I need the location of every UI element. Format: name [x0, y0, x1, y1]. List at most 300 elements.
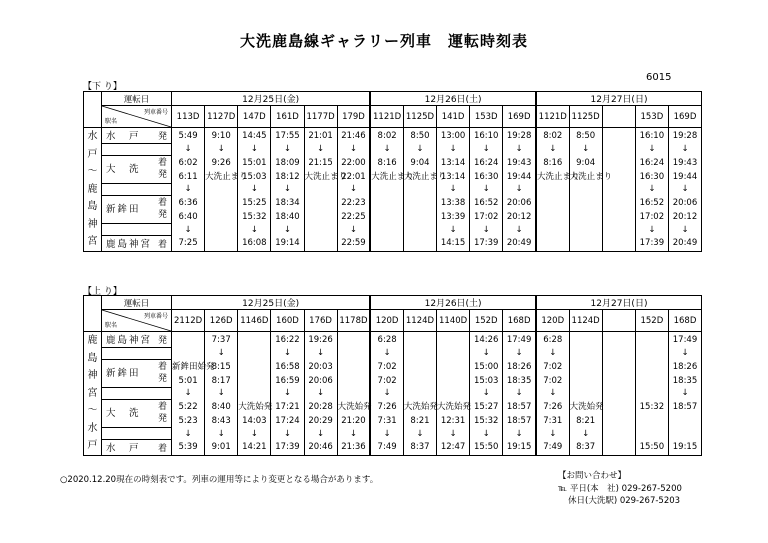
- pass-arrow: ↓: [238, 224, 271, 236]
- station-spacer: [102, 183, 172, 195]
- time-cell: 20:12: [503, 211, 536, 224]
- pass-arrow: ↓: [569, 143, 602, 155]
- time-cell: 8:02: [536, 128, 569, 144]
- time-cell: 22:25: [337, 211, 370, 224]
- time-cell: 大洗始発: [437, 399, 470, 415]
- time-cell: 15:50: [470, 440, 503, 456]
- time-cell: [172, 332, 205, 348]
- station-name: [102, 399, 172, 427]
- pass-arrow: [370, 224, 403, 236]
- pass-arrow: ↓: [403, 428, 436, 440]
- time-cell: [602, 399, 635, 415]
- time-cell: 19:26: [304, 332, 337, 348]
- train-number: 169D: [503, 106, 536, 128]
- direction-char: 神: [87, 370, 98, 381]
- run-date-label: 運転日: [102, 92, 172, 106]
- time-cell: 16:30: [635, 171, 668, 184]
- time-cell: 8:15: [205, 359, 238, 375]
- pass-arrow: ↓: [172, 224, 205, 236]
- time-cell: [569, 195, 602, 211]
- time-cell: 17:39: [470, 236, 503, 252]
- time-cell: 7:26: [370, 399, 403, 415]
- pass-arrow: [370, 183, 403, 195]
- time-cell: 15:27: [470, 399, 503, 415]
- pass-arrow: ↓: [337, 143, 370, 155]
- date-header: 12月26日(土): [370, 296, 536, 310]
- pass-arrow: ↓: [635, 224, 668, 236]
- time-cell: 大洗止まり: [569, 172, 613, 182]
- pass-arrow: ↓: [172, 387, 205, 399]
- time-cell: [602, 415, 635, 428]
- pass-arrow: ↓: [370, 387, 403, 399]
- time-cell: 15:01: [238, 155, 271, 171]
- pass-arrow: ↓: [271, 183, 304, 195]
- pass-arrow: ↓: [403, 143, 436, 155]
- pass-arrow: [536, 183, 569, 195]
- pass-arrow: ↓: [470, 143, 503, 155]
- train-number: 1146D: [238, 310, 271, 332]
- arrive-depart-mark: 着: [158, 362, 168, 373]
- time-cell: 17:24: [271, 415, 304, 428]
- time-cell: 17:55: [271, 128, 304, 144]
- station-name-text: 大 洗: [106, 407, 141, 419]
- station-name-text: 鹿島神宮: [106, 335, 153, 346]
- time-cell: [304, 195, 337, 211]
- pass-arrow: [569, 347, 602, 359]
- time-cell: [602, 236, 635, 252]
- pass-arrow: ↓: [304, 387, 337, 399]
- pass-arrow: ↓: [205, 347, 238, 359]
- time-cell: 17:02: [635, 211, 668, 224]
- time-cell: 7:49: [536, 440, 569, 456]
- time-cell: 19:28: [668, 128, 701, 144]
- time-cell: 18:57: [668, 399, 701, 415]
- time-cell: 17:02: [470, 211, 503, 224]
- time-cell: [437, 359, 470, 375]
- pass-arrow: ↓: [668, 387, 701, 399]
- time-cell: 15:32: [635, 399, 668, 415]
- pass-arrow: [635, 428, 668, 440]
- train-number: 126D: [205, 310, 238, 332]
- time-cell: [337, 375, 370, 388]
- time-cell: 7:02: [536, 359, 569, 375]
- time-cell: [437, 375, 470, 388]
- direction-char: 島: [87, 201, 98, 212]
- pass-arrow: [536, 224, 569, 236]
- direction-vertical-label: [84, 128, 102, 252]
- train-number: 152D: [635, 310, 668, 332]
- pass-arrow: [403, 224, 436, 236]
- arrive-depart-mark: 発: [158, 374, 168, 385]
- time-cell: 15:32: [470, 415, 503, 428]
- time-cell: 18:26: [668, 359, 701, 375]
- time-cell: [304, 211, 337, 224]
- time-cell: 6:02: [172, 155, 205, 171]
- pass-arrow: ↓: [370, 347, 403, 359]
- pass-arrow: ↓: [536, 387, 569, 399]
- pass-arrow: ↓: [172, 428, 205, 440]
- direction-char: 鹿: [87, 183, 98, 195]
- time-cell: [668, 415, 701, 428]
- pass-arrow: ↓: [635, 183, 668, 195]
- time-cell: 21:20: [337, 415, 370, 428]
- pass-arrow: ↓: [437, 428, 470, 440]
- pass-arrow: [337, 387, 370, 399]
- time-cell: 15:32: [238, 211, 271, 224]
- pass-arrow: [437, 387, 470, 399]
- time-cell: 15:03: [238, 171, 271, 184]
- time-cell: 8:21: [403, 415, 436, 428]
- arrive-depart-mark: 着: [158, 158, 168, 169]
- time-cell: 20:46: [304, 440, 337, 456]
- arrive-depart-marks: [158, 335, 167, 347]
- time-cell: 18:57: [503, 399, 536, 415]
- time-cell: [370, 211, 403, 224]
- pass-arrow: ↓: [536, 428, 569, 440]
- time-cell: 16:52: [470, 195, 503, 211]
- pass-arrow: [304, 183, 337, 195]
- pass-arrow: ↓: [172, 183, 205, 195]
- arrive-depart-marks: [158, 131, 167, 143]
- train-number: 1127D: [205, 106, 238, 128]
- time-cell: 20:03: [304, 359, 337, 375]
- time-cell: 7:25: [172, 236, 205, 252]
- arrive-depart-mark: 発: [158, 170, 168, 181]
- direction-char: ～: [87, 405, 98, 416]
- time-cell: [569, 332, 602, 348]
- pass-arrow: [238, 347, 271, 359]
- train-number: 1125D: [569, 106, 602, 128]
- time-cell: 18:35: [503, 375, 536, 388]
- time-cell: 8:43: [205, 415, 238, 428]
- pass-arrow: [403, 183, 436, 195]
- time-cell: 6:11: [172, 171, 205, 184]
- time-cell: [569, 359, 602, 375]
- station-name: [102, 359, 172, 387]
- time-cell: 5:01: [172, 375, 205, 388]
- time-cell: 14:45: [238, 128, 271, 144]
- pass-arrow: ↓: [569, 428, 602, 440]
- arrive-depart-marks: [158, 197, 167, 221]
- station-label: 駅名: [105, 322, 118, 329]
- pass-arrow: ↓: [470, 428, 503, 440]
- pass-arrow: ↓: [271, 143, 304, 155]
- train-number: [602, 310, 635, 332]
- down-timetable: [83, 91, 702, 252]
- pass-arrow: ↓: [536, 143, 569, 155]
- time-cell: 17:21: [271, 399, 304, 415]
- train-number: 168D: [668, 310, 701, 332]
- pass-arrow: ↓: [370, 428, 403, 440]
- station-spacer: [102, 387, 172, 399]
- time-cell: [602, 211, 635, 224]
- time-cell: 8:16: [536, 155, 569, 171]
- time-cell: 19:15: [503, 440, 536, 456]
- station-name-text: 新鉾田: [106, 203, 141, 215]
- time-cell: 8:17: [205, 375, 238, 388]
- arrive-depart-marks: [158, 239, 167, 251]
- station-name: [102, 332, 172, 348]
- time-cell: [238, 375, 271, 388]
- time-cell: 19:15: [668, 440, 701, 456]
- train-number: 1125D: [403, 106, 436, 128]
- time-cell: [602, 375, 635, 388]
- pass-arrow: ↓: [370, 143, 403, 155]
- time-cell: 16:59: [271, 375, 304, 388]
- train-number: 120D: [536, 310, 569, 332]
- arrive-depart-marks: [158, 157, 167, 181]
- date-header: 12月27日(日): [536, 296, 702, 310]
- train-number: 179D: [337, 106, 370, 128]
- time-cell: [635, 359, 668, 375]
- direction-char: 宮: [87, 387, 98, 399]
- time-cell: 18:57: [503, 415, 536, 428]
- time-cell: [337, 332, 370, 348]
- time-cell: 16:08: [238, 236, 271, 252]
- pass-arrow: [403, 347, 436, 359]
- time-cell: 22:23: [337, 195, 370, 211]
- time-cell: 18:26: [503, 359, 536, 375]
- time-cell: 16:52: [635, 195, 668, 211]
- pass-arrow: [602, 347, 635, 359]
- time-cell: 20:12: [668, 211, 701, 224]
- pass-arrow: ↓: [503, 428, 536, 440]
- arrive-depart-mark: 発: [158, 131, 168, 142]
- time-cell: [602, 440, 635, 456]
- train-number-label: 列車番号: [143, 313, 168, 320]
- arrive-depart-mark: 着: [158, 239, 168, 250]
- pass-arrow: [569, 387, 602, 399]
- train-number: 147D: [238, 106, 271, 128]
- direction-char: 戸: [87, 148, 98, 160]
- pass-arrow: [602, 387, 635, 399]
- time-cell: 20:06: [668, 195, 701, 211]
- station-name-text: 水 戸: [106, 131, 141, 142]
- pass-arrow: ↓: [337, 224, 370, 236]
- time-cell: 7:31: [536, 415, 569, 428]
- time-cell: 20:28: [304, 399, 337, 415]
- pass-arrow: [172, 347, 205, 359]
- time-cell: 20:06: [304, 375, 337, 388]
- time-cell: 20:29: [304, 415, 337, 428]
- train-number: 153D: [635, 106, 668, 128]
- time-cell: [403, 332, 436, 348]
- time-cell: 22:59: [337, 236, 370, 252]
- time-cell: 16:10: [635, 128, 668, 144]
- contact-info: [558, 470, 682, 508]
- contact-line-holiday: 休日(大洗駅) 029-267-5203: [568, 496, 681, 506]
- time-cell: 新鉾田始発: [172, 359, 205, 375]
- time-cell: 7:49: [370, 440, 403, 456]
- pass-arrow: ↓: [503, 143, 536, 155]
- time-cell: 5:22: [172, 399, 205, 415]
- time-cell: 19:44: [503, 171, 536, 184]
- time-cell: 20:06: [503, 195, 536, 211]
- time-cell: 7:02: [536, 375, 569, 388]
- time-cell: 9:01: [205, 440, 238, 456]
- run-date-label: 運転日: [102, 296, 172, 310]
- arrive-depart-mark: 発: [158, 335, 168, 346]
- time-cell: 13:14: [437, 171, 470, 184]
- station-name: [102, 155, 172, 183]
- train-number: 152D: [470, 310, 503, 332]
- time-cell: 13:14: [437, 155, 470, 171]
- pass-arrow: ↓: [205, 387, 238, 399]
- station-spacer: [102, 347, 172, 359]
- train-number: 113D: [172, 106, 205, 128]
- time-cell: 19:44: [668, 171, 701, 184]
- time-cell: 8:16: [370, 155, 403, 171]
- time-cell: 6:40: [172, 211, 205, 224]
- station-name: [102, 236, 172, 252]
- time-cell: [403, 195, 436, 211]
- contact-heading: 【お問い合わせ】: [558, 471, 627, 481]
- time-cell: [602, 195, 635, 211]
- pass-arrow: [205, 183, 238, 195]
- pass-arrow: ↓: [503, 347, 536, 359]
- time-cell: 16:24: [635, 155, 668, 171]
- time-cell: 16:58: [271, 359, 304, 375]
- time-cell: 大洗止まり: [536, 172, 580, 182]
- date-header: 12月25日(金): [172, 296, 371, 310]
- pass-arrow: ↓: [470, 387, 503, 399]
- time-cell: 大洗始発: [569, 399, 602, 415]
- pass-arrow: ↓: [337, 428, 370, 440]
- time-cell: [403, 359, 436, 375]
- pass-arrow: [569, 183, 602, 195]
- time-cell: [370, 195, 403, 211]
- time-cell: 14:21: [238, 440, 271, 456]
- train-number-label: 列車番号: [143, 109, 168, 116]
- station-name: [102, 195, 172, 223]
- time-cell: 18:35: [668, 375, 701, 388]
- up-section-label: 【上 り】: [83, 287, 122, 297]
- time-cell: 大洗始発: [403, 399, 436, 415]
- time-cell: 21:36: [337, 440, 370, 456]
- train-number: 1124D: [569, 310, 602, 332]
- pass-arrow: ↓: [304, 428, 337, 440]
- time-cell: 大洗止まり: [403, 172, 447, 182]
- pass-arrow: ↓: [172, 143, 205, 155]
- time-cell: 7:37: [205, 332, 238, 348]
- train-number: 1178D: [337, 310, 370, 332]
- station-spacer: [102, 143, 172, 155]
- pass-arrow: ↓: [437, 224, 470, 236]
- time-cell: 8:37: [403, 440, 436, 456]
- direction-char: 鹿: [87, 335, 98, 346]
- time-cell: 6:28: [536, 332, 569, 348]
- document-number: 6015: [646, 72, 672, 83]
- time-cell: 14:15: [437, 236, 470, 252]
- pass-arrow: ↓: [668, 347, 701, 359]
- time-cell: 18:09: [271, 155, 304, 171]
- train-number: 141D: [437, 106, 470, 128]
- time-cell: [337, 359, 370, 375]
- direction-char: 神: [87, 218, 98, 230]
- time-cell: [205, 195, 238, 211]
- pass-arrow: ↓: [205, 143, 238, 155]
- time-cell: 6:28: [370, 332, 403, 348]
- train-number: 169D: [668, 106, 701, 128]
- pass-arrow: ↓: [668, 143, 701, 155]
- time-cell: 18:34: [271, 195, 304, 211]
- time-cell: 21:01: [304, 128, 337, 144]
- pass-arrow: ↓: [536, 347, 569, 359]
- time-cell: 16:30: [470, 171, 503, 184]
- time-cell: 14:03: [238, 415, 271, 428]
- time-cell: [569, 211, 602, 224]
- station-label: 駅名: [105, 118, 118, 125]
- time-cell: 9:04: [403, 155, 436, 171]
- direction-blank: [84, 92, 102, 128]
- time-cell: [403, 236, 436, 252]
- arrive-depart-mark: 着: [158, 443, 168, 454]
- time-cell: 8:50: [403, 128, 436, 144]
- time-cell: [569, 236, 602, 252]
- time-cell: [536, 195, 569, 211]
- footer-note: ○2020.12.20現在の時刻表です。列車の運用等により変更となる場合があります。: [60, 475, 379, 485]
- date-header: 12月25日(金): [172, 92, 371, 106]
- pass-arrow: [304, 224, 337, 236]
- time-cell: 16:24: [470, 155, 503, 171]
- arrive-depart-mark: 着: [158, 198, 168, 209]
- train-number: 176D: [304, 310, 337, 332]
- pass-arrow: ↓: [304, 347, 337, 359]
- pass-arrow: ↓: [271, 347, 304, 359]
- time-cell: 19:28: [503, 128, 536, 144]
- direction-char: ～: [87, 166, 98, 177]
- time-cell: [635, 415, 668, 428]
- time-cell: 17:49: [668, 332, 701, 348]
- time-cell: [238, 332, 271, 348]
- time-cell: [602, 332, 635, 348]
- pass-arrow: [602, 428, 635, 440]
- station-spacer: [102, 428, 172, 440]
- time-cell: 7:26: [536, 399, 569, 415]
- pass-arrow: ↓: [470, 347, 503, 359]
- time-cell: 12:47: [437, 440, 470, 456]
- time-cell: 12:31: [437, 415, 470, 428]
- time-cell: [635, 332, 668, 348]
- pass-arrow: [569, 224, 602, 236]
- direction-char: 水: [87, 131, 98, 142]
- date-header: 12月27日(日): [536, 92, 702, 106]
- time-cell: 9:04: [569, 155, 602, 171]
- contact-line-weekday: ℡ 平日(本 社) 029-267-5200: [558, 483, 682, 494]
- time-cell: [602, 359, 635, 375]
- train-number: 2112D: [172, 310, 205, 332]
- pass-arrow: ↓: [304, 143, 337, 155]
- pass-arrow: ↓: [271, 387, 304, 399]
- time-cell: 16:22: [271, 332, 304, 348]
- time-cell: [205, 211, 238, 224]
- station-name-text: 新鉾田: [106, 367, 141, 379]
- pass-arrow: [668, 428, 701, 440]
- train-number: 161D: [271, 106, 304, 128]
- time-cell: 9:26: [205, 155, 238, 171]
- pass-arrow: ↓: [238, 428, 271, 440]
- time-cell: [536, 211, 569, 224]
- pass-arrow: ↓: [503, 183, 536, 195]
- pass-arrow: ↓: [238, 183, 271, 195]
- time-cell: 6:36: [172, 195, 205, 211]
- pass-arrow: [337, 347, 370, 359]
- time-cell: [536, 236, 569, 252]
- arrive-depart-marks: [158, 443, 167, 455]
- time-cell: 22:00: [337, 155, 370, 171]
- station-train-heading: [102, 310, 172, 332]
- pass-arrow: ↓: [503, 387, 536, 399]
